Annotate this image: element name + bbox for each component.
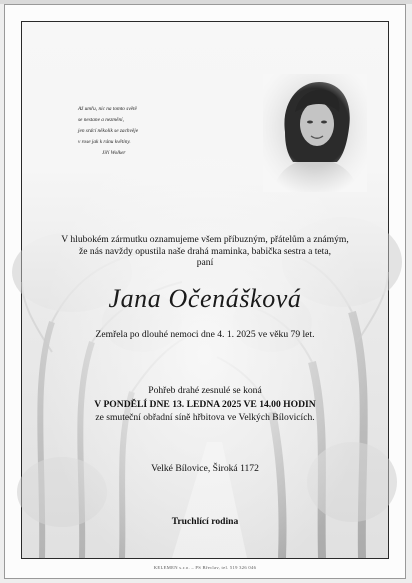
poem-quote [78,104,228,159]
intro-line: V hlubokém zármutku oznamujeme všem příbuzným, přátelům a známým, [61,234,349,245]
portrait-photo [263,74,367,192]
death-note: Zemřela po dlouhé nemoci dne 4. 1. 2025 ve věku 79 let. [95,329,315,340]
poem-line: v rose jak k ránu květiny. [78,139,131,146]
poem-line: jen srdcí několik se zachvěje [78,128,139,135]
poem-line: Až umřu, nic na tomto světě [78,106,137,112]
obituary-sheet [4,4,406,579]
funeral-date: V PONDĚLÍ DNE 13. LEDNA 2025 VE 14.00 HODIN [94,398,316,410]
poem-line: se nestane a nezmění, [78,117,124,124]
intro-text [40,234,370,269]
poem-author: Jiří Wolker [102,150,126,157]
deceased-name: Jana Očenášková [108,284,302,313]
intro-line: že nás navždy opustila naše drahá maminka, babička sestra a teta, [79,245,331,257]
funeral-place: ze smuteční obřadní síně hřbitova ve Velkých Bílovicích. [95,412,315,423]
family-address: Velké Bílovice, Široká 1172 [151,463,259,474]
mourners-signature: Truchlící rodina [171,516,239,527]
funeral-service-footer: KELEMEN s.r.o. – PS Břeclav, tel. 519 326 046 [153,565,257,570]
obituary-frame [21,21,389,570]
intro-line: paní [196,257,214,269]
funeral-info [40,384,370,425]
funeral-intro: Pohřeb drahé zesnulé se koná [148,385,262,396]
